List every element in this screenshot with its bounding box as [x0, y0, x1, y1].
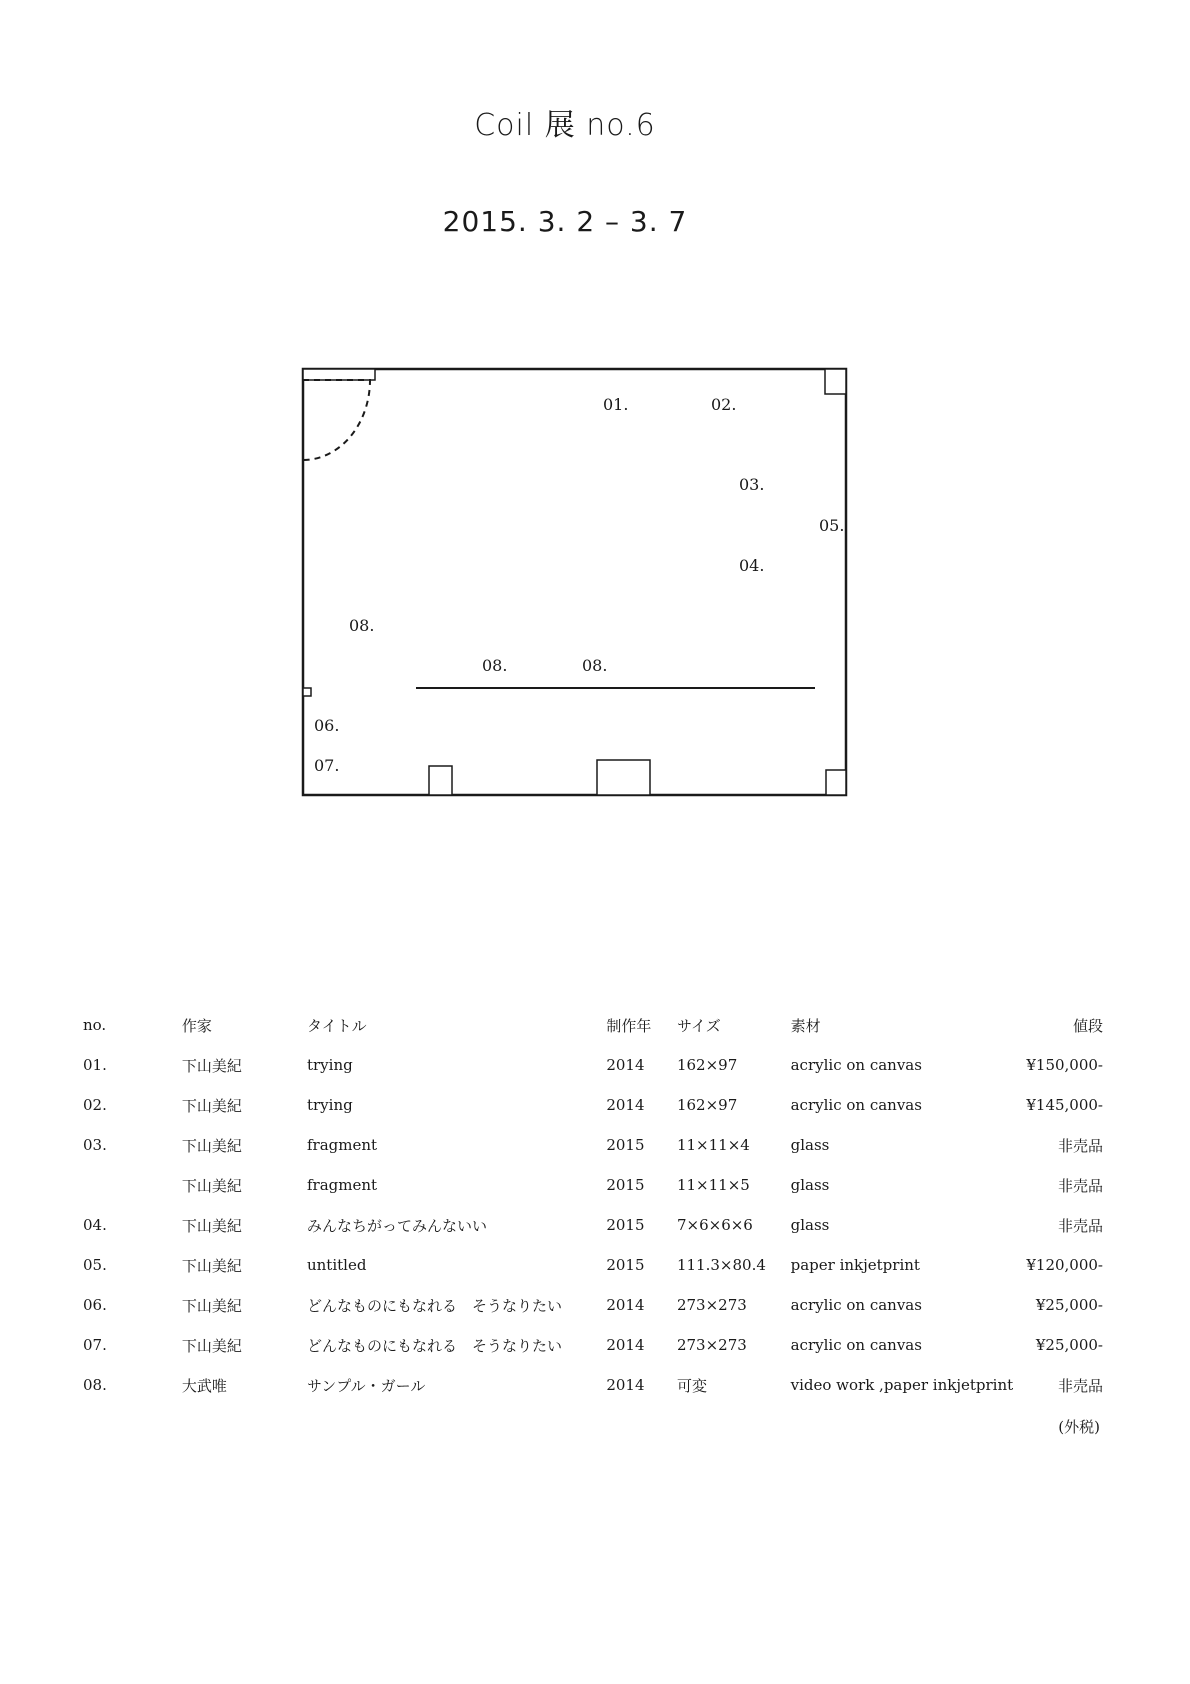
plan-label-02: 02. — [711, 395, 737, 414]
plan-label-01: 01. — [603, 395, 629, 414]
cell-artist: 大武唯 — [181, 1376, 227, 1395]
cell-artist: 下山美紀 — [181, 1056, 242, 1075]
header-price: 値段 — [1072, 1016, 1103, 1035]
plan-label-05: 05. — [819, 516, 845, 535]
cell-size: 162×97 — [676, 1096, 738, 1114]
header-no: no. — [83, 1016, 107, 1034]
cell-price: ¥145,000- — [1026, 1096, 1103, 1114]
cell-material: paper inkjetprint — [790, 1256, 920, 1274]
table-row — [83, 1205, 1103, 1245]
cell-year: 2015 — [606, 1136, 645, 1154]
cell-year: 2015 — [606, 1176, 645, 1194]
cell-year: 2015 — [606, 1256, 645, 1274]
cell-material: glass — [790, 1176, 830, 1194]
cell-year: 2014 — [606, 1096, 645, 1114]
plan-label-07: 07. — [314, 756, 340, 775]
header-material: 素材 — [790, 1016, 821, 1035]
cell-artist: 下山美紀 — [181, 1256, 242, 1275]
cell-no: 05. — [83, 1256, 107, 1274]
plan-label-08b: 08. — [482, 656, 508, 675]
cell-title: みんなちがってみんないい — [306, 1216, 487, 1235]
cell-title: trying — [306, 1056, 353, 1074]
table-row — [83, 1285, 1103, 1325]
cell-artist: 下山美紀 — [181, 1096, 242, 1115]
cell-no: 02. — [83, 1096, 107, 1114]
cell-title: trying — [306, 1096, 353, 1114]
cell-no: 06. — [83, 1296, 107, 1314]
cell-price: 非売品 — [1057, 1176, 1103, 1195]
plan-label-06: 06. — [314, 716, 340, 735]
cell-size: 273×273 — [676, 1336, 747, 1354]
cell-size: 11×11×4 — [676, 1136, 750, 1154]
room-outline — [303, 369, 846, 795]
cell-artist: 下山美紀 — [181, 1336, 242, 1355]
cell-price: 非売品 — [1057, 1216, 1103, 1235]
tax-note: (外税) — [1058, 1418, 1100, 1436]
pillar-bottom-large — [597, 760, 650, 795]
cell-price: 非売品 — [1057, 1136, 1103, 1155]
table-row — [83, 1325, 1103, 1365]
cell-year: 2014 — [606, 1376, 645, 1394]
cell-material: acrylic on canvas — [790, 1056, 922, 1074]
cell-size: 可変 — [676, 1376, 707, 1395]
cell-year: 2014 — [606, 1056, 645, 1074]
cell-title: untitled — [306, 1256, 367, 1274]
exhibition-dates: 2015. 3. 2 – 3. 7 — [442, 205, 688, 238]
table-row — [83, 1365, 1103, 1405]
cell-artist: 下山美紀 — [181, 1176, 242, 1195]
cell-size: 7×6×6×6 — [676, 1216, 753, 1234]
floor-plan-walls — [303, 369, 846, 795]
cell-year: 2014 — [606, 1296, 645, 1314]
door-swing — [303, 380, 370, 460]
cell-title: fragment — [306, 1176, 378, 1194]
cell-material: acrylic on canvas — [790, 1296, 922, 1314]
table-header-row — [83, 1005, 1103, 1045]
cell-price: ¥25,000- — [1035, 1336, 1103, 1354]
door-frame — [303, 369, 375, 380]
cell-material: glass — [790, 1216, 830, 1234]
cell-price: ¥150,000- — [1026, 1056, 1103, 1074]
cell-size: 273×273 — [676, 1296, 747, 1314]
cell-title: どんなものにもなれる そうなりたい — [306, 1296, 562, 1315]
cell-artist: 下山美紀 — [181, 1296, 242, 1315]
plan-label-08a: 08. — [349, 616, 375, 635]
cell-year: 2014 — [606, 1336, 645, 1354]
table-row — [83, 1245, 1103, 1285]
cell-material: acrylic on canvas — [790, 1096, 922, 1114]
cell-size: 11×11×5 — [676, 1176, 750, 1194]
table-row — [83, 1125, 1103, 1165]
plan-label-04: 04. — [739, 556, 765, 575]
table-row — [83, 1045, 1103, 1085]
cell-title: fragment — [306, 1136, 378, 1154]
pillar-bottom-right — [826, 770, 846, 795]
cell-artist: 下山美紀 — [181, 1216, 242, 1235]
cell-no: 08. — [83, 1376, 107, 1394]
cell-size: 162×97 — [676, 1056, 738, 1074]
plan-label-03: 03. — [739, 475, 765, 494]
artwork-table — [83, 1005, 1103, 1405]
cell-material: acrylic on canvas — [790, 1336, 922, 1354]
cell-no: 07. — [83, 1336, 107, 1354]
header-title: タイトル — [306, 1016, 367, 1035]
table-row — [83, 1085, 1103, 1125]
exhibition-title: Coil 展 no.6 — [474, 108, 656, 143]
header-year: 制作年 — [606, 1016, 652, 1035]
cell-price: 非売品 — [1057, 1376, 1103, 1395]
cell-no — [83, 1165, 182, 1205]
cell-material: video work ,paper inkjetprint — [790, 1376, 1014, 1394]
cell-no: 01. — [83, 1056, 107, 1074]
table-row — [83, 1165, 1103, 1205]
pillar-top-right — [825, 369, 846, 394]
cell-size: 111.3×80.4 — [676, 1256, 766, 1274]
header-artist: 作家 — [181, 1016, 212, 1035]
cell-year: 2015 — [606, 1216, 645, 1234]
wall-outlet — [303, 688, 311, 696]
cell-title: どんなものにもなれる そうなりたい — [306, 1336, 562, 1355]
cell-artist: 下山美紀 — [181, 1136, 242, 1155]
cell-material: glass — [790, 1136, 830, 1154]
plan-label-08c: 08. — [582, 656, 608, 675]
cell-price: ¥25,000- — [1035, 1296, 1103, 1314]
pillar-bottom-small — [429, 766, 452, 795]
cell-title: サンプル・ガール — [306, 1376, 426, 1395]
header-size: サイズ — [676, 1016, 721, 1035]
artwork-labels — [314, 395, 844, 775]
cell-price: ¥120,000- — [1026, 1256, 1103, 1274]
cell-no: 04. — [83, 1216, 107, 1234]
cell-no: 03. — [83, 1136, 107, 1154]
